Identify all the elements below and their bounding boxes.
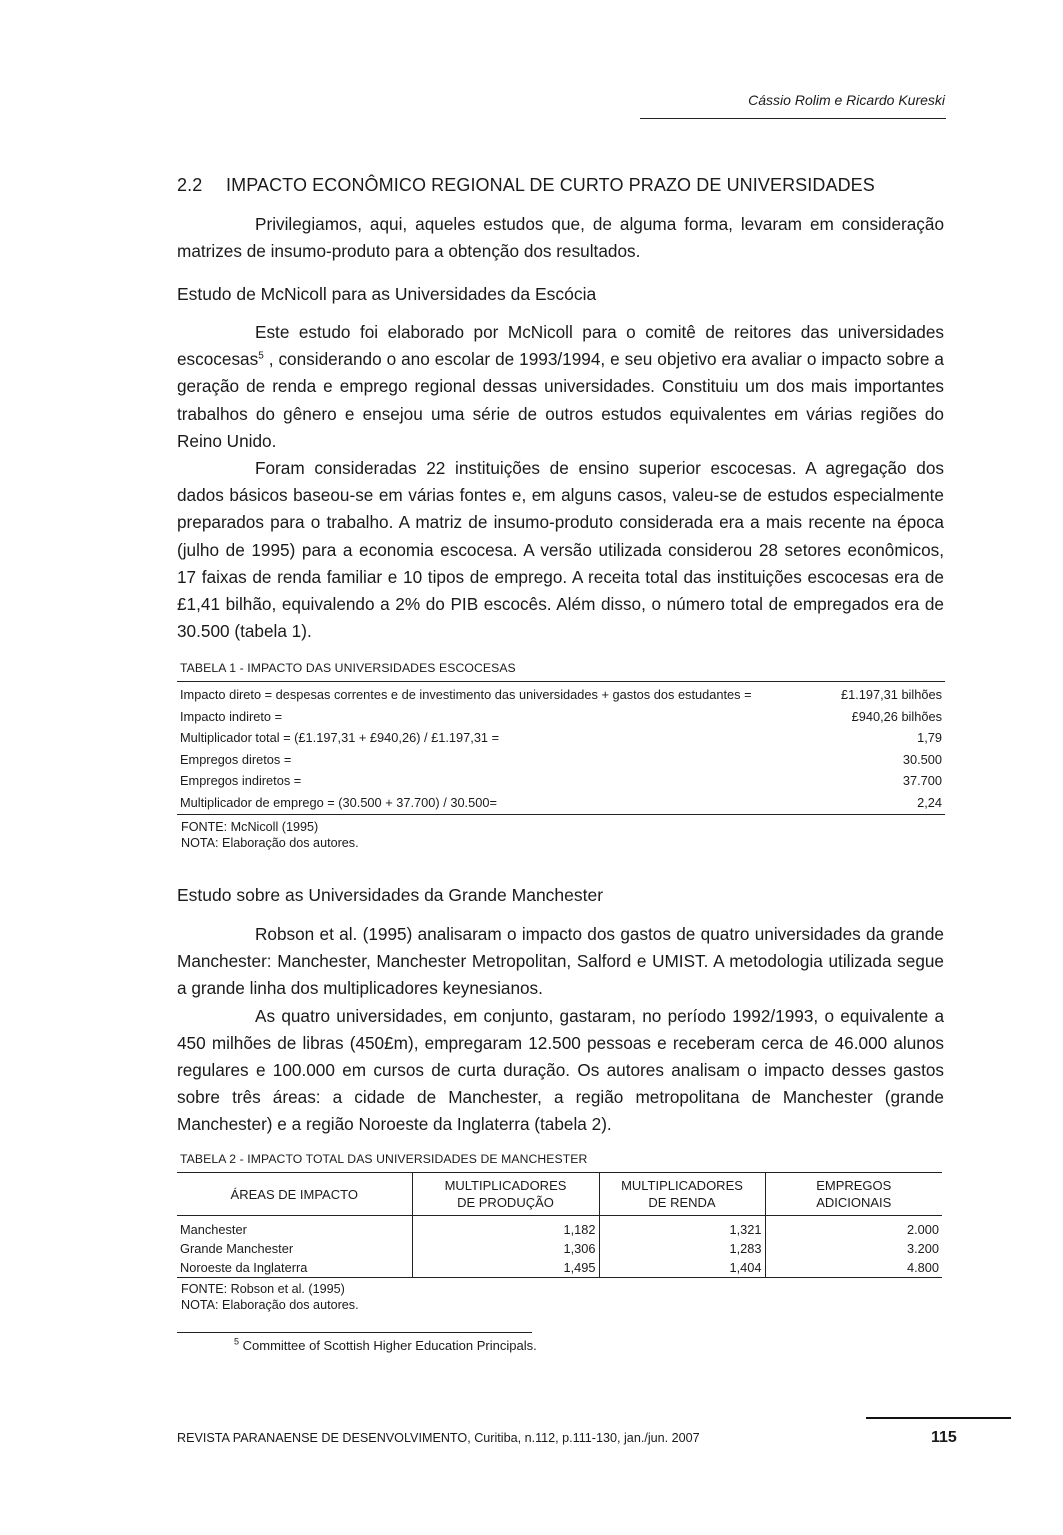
header-line: MULTIPLICADORES <box>444 1178 567 1193</box>
mcnicoll-body <box>177 319 944 645</box>
manchester-body <box>177 921 944 1139</box>
table2-header-row <box>177 1173 942 1216</box>
running-header-author: Cássio Rolim e Ricardo Kureski <box>748 92 945 108</box>
table2-emp: 2.000 <box>906 1222 939 1237</box>
table1-caption: TABELA 1 - IMPACTO DAS UNIVERSIDADES ESCOCESAS <box>180 661 516 675</box>
manchester-paragraph-1: Robson et al. (1995) analisaram o impacto dos gastos de quatro universidades da grande Manchester: Manchester, Manchester Metropolitan, Salford e UMIST. A metodologia utilizada segue a grande linha dos multiplicadores keynesianos. <box>177 924 944 999</box>
table1-label: Multiplicador de emprego = (30.500 + 37.700) / 30.500= <box>180 794 497 810</box>
table1-value: £940,26 bilhões <box>851 708 942 724</box>
header-line: ADICIONAIS <box>816 1195 892 1210</box>
subheading-mcnicoll: Estudo de McNicoll para as Universidades da Escócia <box>177 284 597 304</box>
section-number: 2.2 <box>177 175 203 195</box>
table2-row <box>177 1258 942 1278</box>
table2-emp: 3.200 <box>906 1241 939 1256</box>
table1-row <box>177 770 945 792</box>
table1-value: 2,24 <box>917 794 942 810</box>
table2-renda: 1,404 <box>599 1258 765 1278</box>
table2-prod: 1,495 <box>412 1258 599 1278</box>
header-line: DE PRODUÇÃO <box>457 1195 554 1210</box>
mcnicoll-p1-text-b: , considerando o ano escolar de 1993/1994, e seu objetivo era avaliar o impacto sobre a geração de renda e emprego regional dessas universidades. Constituiu um dos mais importantes trabalhos do gênero e ensejou uma série de outros estudos equivalentes em várias regiões do Reino Unido. <box>177 349 944 451</box>
manchester-paragraph-2: As quatro universidades, em conjunto, gastaram, no período 1992/1993, o equivalente a 450 milhões de libras (450£m), empregaram 12.500 pessoas e receberam cerca de 46.000 alunos regulares e 100.000 em cursos de curta duração. Os autores analisam o impacto desses gastos sobre três áreas: a cidade de Manchester, a região metropolitana de Manchester (grande Manchester) e a região Noroeste da Inglaterra (tabela 2). <box>177 1005 944 1135</box>
footnote-text: Committee of Scottish Higher Education Principals. <box>239 1338 537 1353</box>
header-line: DE RENDA <box>648 1195 716 1210</box>
footnote-ref: 5 <box>258 350 264 362</box>
table2-prod: 1,182 <box>412 1216 599 1240</box>
footnote-rule <box>177 1332 532 1333</box>
table1-value: 30.500 <box>902 751 942 767</box>
table1-value: 37.700 <box>902 773 942 789</box>
table2-header-area: ÁREAS DE IMPACTO <box>177 1173 412 1216</box>
table1-source: FONTE: McNicoll (1995) <box>181 820 319 834</box>
table1-row <box>177 749 945 771</box>
header-rule <box>640 118 946 119</box>
table1-row <box>177 706 945 728</box>
table1-value: 1,79 <box>917 730 942 746</box>
table2-row <box>177 1216 942 1240</box>
footnote <box>234 1338 537 1353</box>
intro-paragraph <box>177 211 944 265</box>
table2-emp: 4.800 <box>765 1258 942 1278</box>
table1-label: Multiplicador total = (£1.197,31 + £940,26) / £1.197,31 = <box>180 730 500 746</box>
table2-header-jobs <box>765 1173 942 1216</box>
journal-footer: REVISTA PARANAENSE DE DESENVOLVIMENTO, Curitiba, n.112, p.111-130, jan./jun. 2007 <box>177 1431 700 1445</box>
table1-label: Impacto indireto = <box>180 708 283 724</box>
table2 <box>177 1172 942 1278</box>
table1-row <box>177 684 945 706</box>
footnote-mark: 5 <box>234 1336 240 1347</box>
subheading-manchester: Estudo sobre as Universidades da Grande Manchester <box>177 885 604 905</box>
table2-prod: 1,306 <box>412 1239 599 1258</box>
table1-note: NOTA: Elaboração dos autores. <box>181 836 359 850</box>
table1 <box>177 681 945 815</box>
table1-row <box>177 792 945 814</box>
mcnicoll-paragraph-2: Foram consideradas 22 instituições de ensino superior escocesas. A agregação dos dados básicos baseou-se em várias fontes e, em alguns casos, valeu-se de estudos especialmente preparados para o trabalho. A matriz de insumo-produto considerada era a mais recente na época (julho de 1995) para a economia escocesa. A versão utilizada considerou 28 setores econômicos, 17 faixas de renda familiar e 10 tipos de emprego. A receita total das instituições escocesas era de £1,41 bilhão, equivalendo a 2% do PIB escocês. Além disso, o número total de empregados era de 30.500 (tabela 1). <box>177 458 944 642</box>
footer-rule <box>866 1417 1011 1419</box>
table2-source: FONTE: Robson et al. (1995) <box>181 1282 345 1296</box>
mcnicoll-p1-text-a: Este estudo foi elaborado por McNicoll para o comitê de reitores das universidades escocesas <box>177 322 944 370</box>
table2-area: Noroeste da Inglaterra <box>177 1258 412 1278</box>
section-title <box>177 175 875 196</box>
table2-renda: 1,283 <box>599 1239 765 1258</box>
header-line: MULTIPLICADORES <box>621 1178 743 1193</box>
mcnicoll-paragraph-1 <box>177 319 944 455</box>
table2-renda: 1,321 <box>599 1216 765 1240</box>
table2-header-production <box>412 1173 599 1216</box>
table2-area: Grande Manchester <box>177 1239 412 1258</box>
intro-text: Privilegiamos, aqui, aqueles estudos que, de alguma forma, levaram em consideração matrizes de insumo-produto para a obtenção dos resultados. <box>177 214 944 262</box>
table2-caption: TABELA 2 - IMPACTO TOTAL DAS UNIVERSIDADES DE MANCHESTER <box>180 1152 588 1166</box>
header-line: EMPREGOS <box>816 1178 892 1193</box>
table1-label: Empregos diretos = <box>180 751 292 767</box>
table1-label: Empregos indiretos = <box>180 773 302 789</box>
table2-note: NOTA: Elaboração dos autores. <box>181 1298 359 1312</box>
table1-label: Impacto direto = despesas correntes e de investimento das universidades + gastos dos estudantes = <box>180 687 752 702</box>
table1-value: £1.197,31 bilhões <box>840 687 942 702</box>
page-number: 115 <box>931 1429 957 1446</box>
table2-area: Manchester <box>177 1216 412 1240</box>
section-title-text: IMPACTO ECONÔMICO REGIONAL DE CURTO PRAZO DE UNIVERSIDADES <box>226 175 875 195</box>
table2-header-income <box>599 1173 765 1216</box>
table1-row <box>177 727 945 749</box>
table2-row <box>177 1239 942 1258</box>
